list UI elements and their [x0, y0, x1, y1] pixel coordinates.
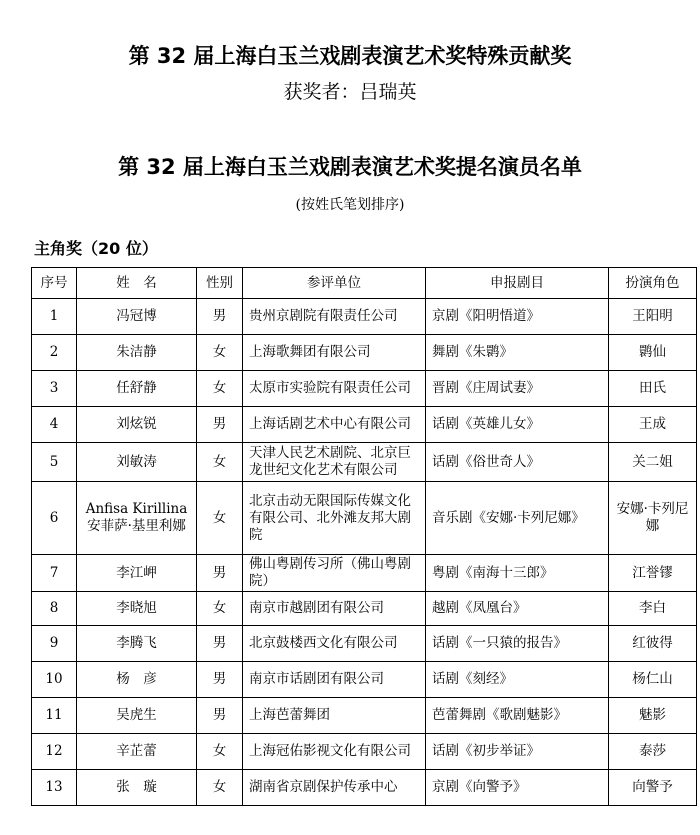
gender: 女: [197, 770, 243, 806]
row-number: 9: [32, 626, 77, 662]
nominee-name: Anfisa Kirillina 安菲萨·基里利娜: [77, 482, 197, 555]
winner-line: 获奖者：吕瑞英: [283, 81, 417, 103]
nominee-name: 朱洁静: [77, 335, 197, 371]
row-number: 7: [32, 555, 77, 592]
participating-unit: 上海冠佑影视文化有限公司: [243, 734, 426, 770]
row-number: 12: [32, 734, 77, 770]
row-number: 13: [32, 770, 77, 806]
participating-unit: 北京击动无限国际传媒文化有限公司、北外滩友邦大剧院: [243, 482, 426, 555]
nominee-name: 吴虎生: [77, 698, 197, 734]
participating-unit: 上海话剧艺术中心有限公司: [243, 407, 426, 443]
play-title: 京剧《阳明悟道》: [426, 299, 609, 335]
gender: 男: [197, 662, 243, 698]
participating-unit: 上海芭蕾舞团: [243, 698, 426, 734]
play-title: 粤剧《南海十三郎》: [426, 555, 609, 592]
play-title: 话剧《英雄儿女》: [426, 407, 609, 443]
nominee-list-title: 第 32 届上海白玉兰戏剧表演艺术奖提名演员名单: [118, 155, 582, 179]
nominee-name: 李腾飞: [77, 626, 197, 662]
table-row: [32, 698, 697, 734]
table-row: [32, 407, 697, 443]
participating-unit: 贵州京剧院有限责任公司: [243, 299, 426, 335]
role-name: 安娜·卡列尼娜: [609, 482, 697, 555]
nominee-name: 冯冠博: [77, 299, 197, 335]
role-name: 向警予: [609, 770, 697, 806]
table-row: [32, 482, 697, 555]
play-title: 芭蕾舞剧《歌剧魅影》: [426, 698, 609, 734]
nominee-name: 李江岬: [77, 555, 197, 592]
header-cell: 姓 名: [77, 268, 197, 299]
header-cell: 申报剧目: [426, 268, 609, 299]
table-row: [32, 555, 697, 592]
play-title: 话剧《俗世奇人》: [426, 443, 609, 482]
nominee-name: 李晓旭: [77, 592, 197, 626]
nominee-table: [31, 267, 697, 806]
sort-note: (按姓氏笔划排序): [295, 197, 405, 213]
gender: 女: [197, 734, 243, 770]
play-title: 舞剧《朱鹮》: [426, 335, 609, 371]
row-number: 10: [32, 662, 77, 698]
nominee-name: 任舒静: [77, 371, 197, 407]
table-header-row: [32, 268, 697, 299]
table-row: [32, 770, 697, 806]
header-cell: 性别: [197, 268, 243, 299]
gender: 女: [197, 335, 243, 371]
nominee-name: 刘敏涛: [77, 443, 197, 482]
participating-unit: 天津人民艺术剧院、北京巨龙世纪文化艺术有限公司: [243, 443, 426, 482]
row-number: 6: [32, 482, 77, 555]
gender: 男: [197, 698, 243, 734]
row-number: 3: [32, 371, 77, 407]
role-name: 王阳明: [609, 299, 697, 335]
role-name: 田氏: [609, 371, 697, 407]
nominee-name: 刘炫锐: [77, 407, 197, 443]
participating-unit: 佛山粤剧传习所（佛山粤剧院）: [243, 555, 426, 592]
nominee-name: 辛芷蕾: [77, 734, 197, 770]
header-cell: 参评单位: [243, 268, 426, 299]
gender: 男: [197, 407, 243, 443]
play-title: 话剧《初步举证》: [426, 734, 609, 770]
participating-unit: 湖南省京剧保护传承中心: [243, 770, 426, 806]
table-row: [32, 335, 697, 371]
role-name: 王成: [609, 407, 697, 443]
play-title: 越剧《凤凰台》: [426, 592, 609, 626]
header-cell: 扮演角色: [609, 268, 697, 299]
table-row: [32, 734, 697, 770]
nominee-name: 张 璇: [77, 770, 197, 806]
play-title: 话剧《刻经》: [426, 662, 609, 698]
role-name: 红彼得: [609, 626, 697, 662]
row-number: 11: [32, 698, 77, 734]
row-number: 1: [32, 299, 77, 335]
table-row: [32, 592, 697, 626]
role-name: 鹮仙: [609, 335, 697, 371]
gender: 女: [197, 592, 243, 626]
table-row: [32, 371, 697, 407]
gender: 男: [197, 626, 243, 662]
row-number: 2: [32, 335, 77, 371]
play-title: 京剧《向警予》: [426, 770, 609, 806]
gender: 女: [197, 443, 243, 482]
row-number: 8: [32, 592, 77, 626]
play-title: 音乐剧《安娜·卡列尼娜》: [426, 482, 609, 555]
section-title: 主角奖（20 位）: [34, 239, 158, 258]
play-title: 晋剧《庄周试妻》: [426, 371, 609, 407]
gender: 女: [197, 482, 243, 555]
row-number: 4: [32, 407, 77, 443]
role-name: 泰莎: [609, 734, 697, 770]
gender: 男: [197, 555, 243, 592]
table-row: [32, 299, 697, 335]
role-name: 李白: [609, 592, 697, 626]
participating-unit: 南京市越剧团有限公司: [243, 592, 426, 626]
role-name: 杨仁山: [609, 662, 697, 698]
participating-unit: 北京鼓楼西文化有限公司: [243, 626, 426, 662]
header-cell: 序号: [32, 268, 77, 299]
table-row: [32, 626, 697, 662]
nominee-name: 杨 彦: [77, 662, 197, 698]
table-row: [32, 443, 697, 482]
participating-unit: 南京市话剧团有限公司: [243, 662, 426, 698]
gender: 男: [197, 299, 243, 335]
table-row: [32, 662, 697, 698]
participating-unit: 太原市实验院有限责任公司: [243, 371, 426, 407]
gender: 女: [197, 371, 243, 407]
role-name: 魅影: [609, 698, 697, 734]
participating-unit: 上海歌舞团有限公司: [243, 335, 426, 371]
row-number: 5: [32, 443, 77, 482]
award-title: 第 32 届上海白玉兰戏剧表演艺术奖特殊贡献奖: [128, 44, 572, 68]
play-title: 话剧《一只猿的报告》: [426, 626, 609, 662]
role-name: 江誉镠: [609, 555, 697, 592]
role-name: 关二姐: [609, 443, 697, 482]
